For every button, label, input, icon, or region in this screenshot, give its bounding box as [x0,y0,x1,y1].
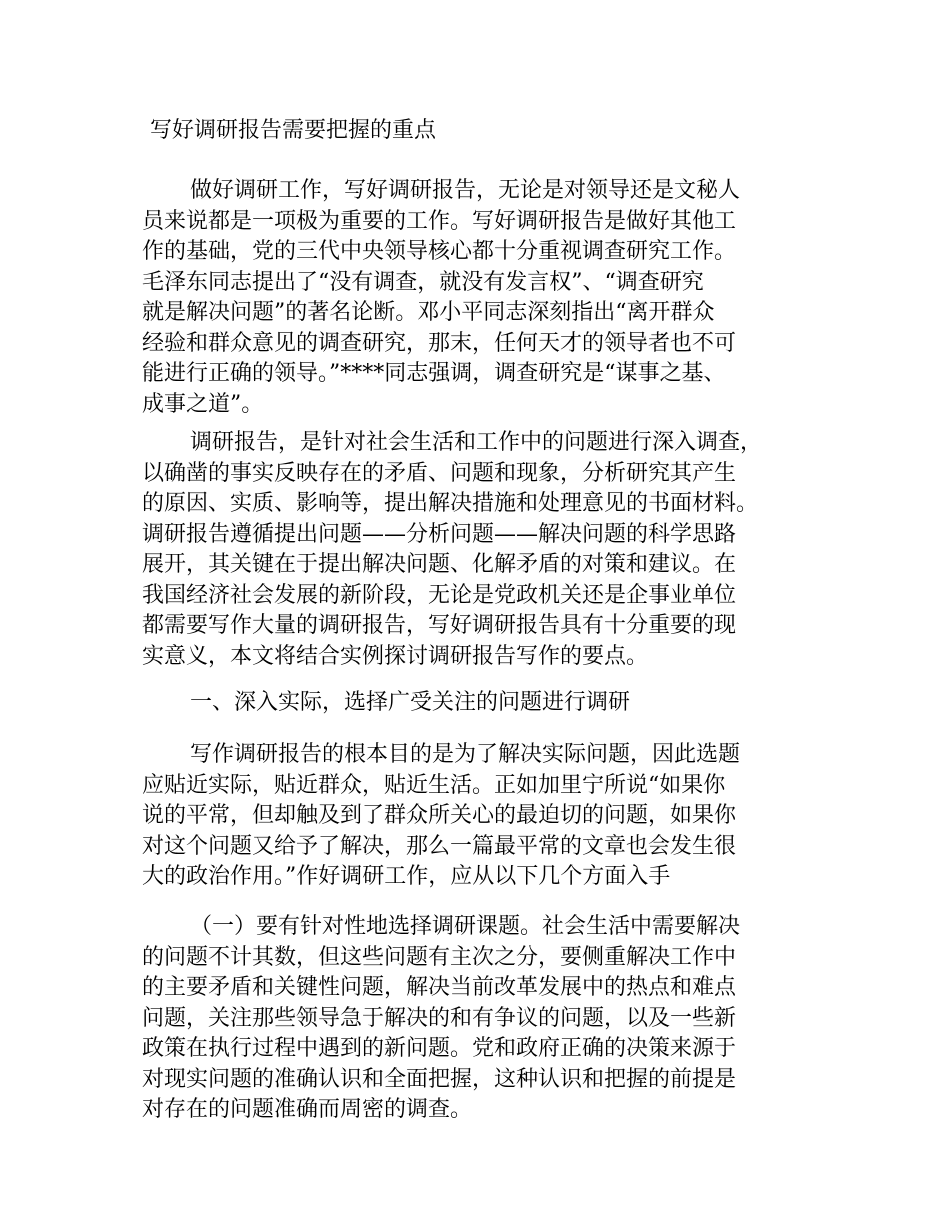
paragraph-line: 调研报告遵循提出问题——分析问题——解决问题的科学思路 [142,521,737,547]
paragraph-line: 都需要写作大量的调研报告，写好调研报告具有十分重要的现 [142,613,737,638]
paragraph-line: 作的基础，党的三代中央领导核心都十分重视调查研究工作。 [142,239,737,264]
paragraph-line: 大的政治作用。”作好调研工作，应从以下几个方面入手 [142,864,671,889]
paragraph-line: （一）要有针对性地选择调研课题。社会生活中需要解决 [190,914,741,939]
paragraph-line: 以确凿的事实反映存在的矛盾、问题和现象，分析研究其产生 [142,460,737,486]
paragraph-topic-selection [142,912,830,1126]
paragraph-line: 对存在的问题准确而周密的调查。 [142,1097,473,1122]
paragraph-line: 对现实问题的准确认识和全面把握，这种认识和把握的前提是 [142,1066,737,1092]
paragraph-line: 展开，其关键在于提出解决问题、化解矛盾的对策和建议。在 [142,552,737,577]
paragraph-line: 的主要矛盾和关键性问题，解决当前改革发展中的热点和难点 [142,975,737,1000]
paragraph-definition [142,428,830,672]
section-heading: 一、深入实际，选择广受关注的问题进行调研 [190,690,631,715]
paragraph-intro [142,176,830,420]
paragraph-line: 问题，关注那些领导急于解决的和有争议的问题，以及一些新 [142,1005,737,1031]
document-title: 写好调研报告需要把握的重点 [150,118,437,143]
paragraph-line: 员来说都是一项极为重要的工作。写好调研报告是做好其他工 [142,208,737,234]
paragraph-line: 调研报告，是针对社会生活和工作中的问题进行深入调查， [190,430,763,455]
paragraph-line: 能进行正确的领导。”****同志强调，调查研究是“谋事之基、 [142,361,726,386]
paragraph-line: 的问题不计其数，但这些问题有主次之分，要侧重解决工作中 [142,944,737,970]
paragraph-line: 写作调研报告的根本目的是为了解决实际问题，因此选题 [190,742,741,767]
paragraph-line: 应贴近实际，贴近群众，贴近生活。正如加里宁所说“如果你 [142,772,726,798]
paragraph-line: 毛泽东同志提出了“没有调查，就没有发言权”、“调查研究 [142,269,704,295]
paragraph-line: 实意义，本文将结合实例探讨调研报告写作的要点。 [142,643,649,669]
paragraph-line: 成事之道”。 [142,391,264,417]
paragraph-line: 经验和群众意见的调查研究，那末，任何天才的领导者也不可 [142,330,737,356]
paragraph-line: 就是解决问题”的著名论断。邓小平同志深刻指出“离开群众 [142,300,715,325]
paragraph-line: 说的平常，但却触及到了群众所关心的最迫切的问题，如果你 [142,803,737,828]
paragraph-line: 的原因、实质、影响等，提出解决措施和处理意见的书面材料。 [142,491,759,516]
paragraph-line: 我国经济社会发展的新阶段，无论是党政机关还是企事业单位 [142,582,737,608]
paragraph-line: 做好调研工作，写好调研报告，无论是对领导还是文秘人 [190,178,741,203]
paragraph-line: 政策在执行过程中遇到的新问题。党和政府正确的决策来源于 [142,1036,737,1061]
paragraph-line: 对这个问题又给予了解决，那么一篇最平常的文章也会发生很 [142,833,737,859]
paragraph-purpose [142,740,830,893]
